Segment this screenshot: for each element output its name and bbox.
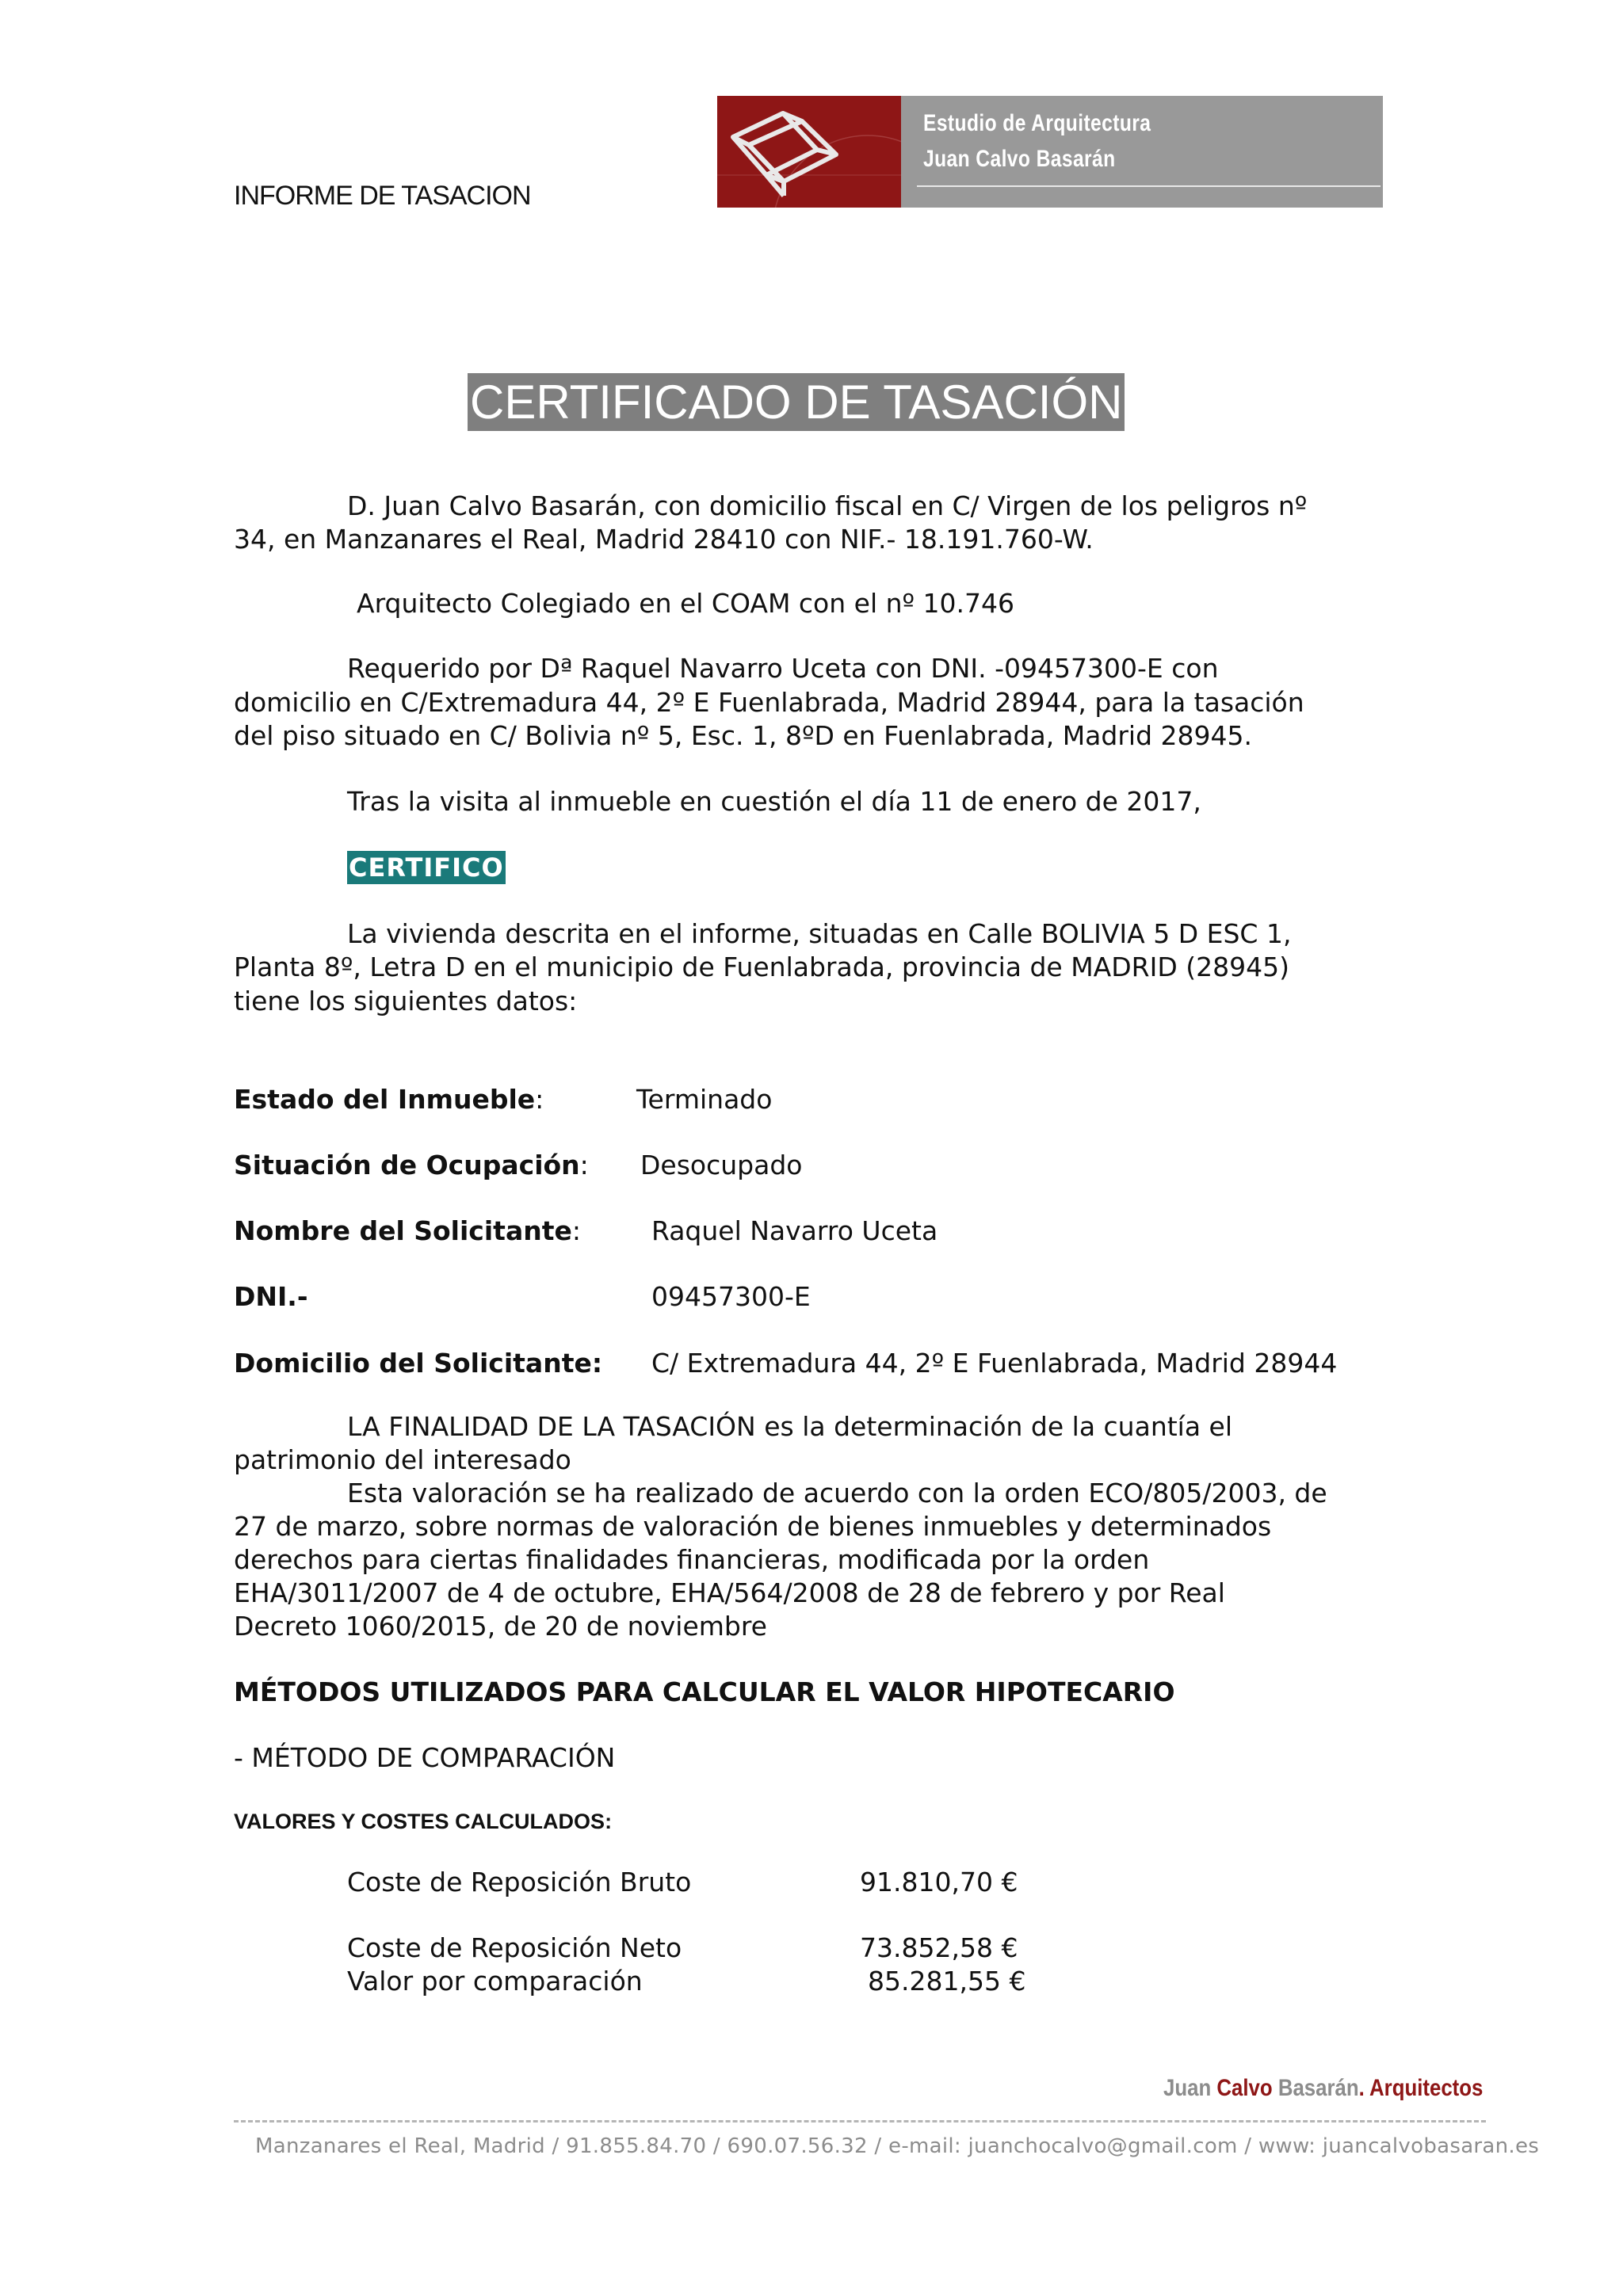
field-estado-value: Terminado bbox=[636, 1084, 773, 1115]
footer-brand: Juan Calvo Basarán. Arquitectos bbox=[1163, 2075, 1484, 2101]
intro-paragraph-2: Arquitecto Colegiado en el COAM con el nº 10.746 bbox=[357, 588, 1015, 619]
field-ocupacion-label: Situación de Ocupación: bbox=[234, 1150, 589, 1180]
finalidad-line-1: LA FINALIDAD DE LA TASACIÓN es la determinación de la cuantía el bbox=[347, 1411, 1233, 1442]
valor-label: Coste de Reposición Neto bbox=[347, 1932, 682, 1963]
intro-paragraph-5-line-2: Planta 8º, Letra D en el municipio de Fuenlabrada, provincia de MADRID (28945) bbox=[234, 952, 1289, 982]
studio-logo bbox=[717, 96, 1383, 208]
page-title: CERTIFICADO DE TASACIÓN bbox=[468, 373, 1125, 431]
intro-paragraph-3-line-2: domicilio en C/Extremadura 44, 2º E Fuenlabrada, Madrid 28944, para la tasación bbox=[234, 687, 1304, 718]
intro-paragraph-3-line-1: Requerido por Dª Raquel Navarro Uceta con DNI. -09457300-E con bbox=[347, 653, 1219, 684]
intro-paragraph-3-line-3: del piso situado en C/ Bolivia nº 5, Esc. 1, 8ºD en Fuenlabrada, Madrid 28945. bbox=[234, 720, 1252, 751]
intro-paragraph-5-line-3: tiene los siguientes datos: bbox=[234, 986, 578, 1016]
intro-paragraph-4: Tras la visita al inmueble en cuestión el día 11 de enero de 2017, bbox=[347, 786, 1201, 817]
footer-divider bbox=[234, 2120, 1486, 2122]
metodo-comparacion: - MÉTODO DE COMPARACIÓN bbox=[234, 1742, 616, 1773]
field-estado-label: Estado del Inmueble: bbox=[234, 1084, 544, 1115]
metodos-heading: MÉTODOS UTILIZADOS PARA CALCULAR EL VALOR HIPOTECARIO bbox=[234, 1676, 1175, 1707]
valor-amount: 73.852,58 € bbox=[860, 1932, 1018, 1963]
footer-contact: Manzanares el Real, Madrid / 91.855.84.70 / 690.07.56.32 / e-mail: juanchocalvo@gmail.com / www: juancalvobasaran.es bbox=[255, 2134, 1540, 2158]
field-solicitante-label: Nombre del Solicitante: bbox=[234, 1215, 581, 1246]
finalidad-line-5: derechos para ciertas finalidades financieras, modificada por la orden bbox=[234, 1544, 1150, 1575]
logo-grey-panel bbox=[901, 96, 1383, 208]
logo-line-1: Estudio de Arquitectura bbox=[923, 110, 1151, 136]
valor-amount: 91.810,70 € bbox=[860, 1867, 1018, 1897]
valor-label: Valor por comparación bbox=[347, 1966, 643, 1997]
field-ocupacion-value: Desocupado bbox=[640, 1150, 803, 1180]
report-title: INFORME DE TASACION bbox=[234, 181, 531, 211]
field-domicilio-label: Domicilio del Solicitante: bbox=[234, 1348, 603, 1379]
field-solicitante-value: Raquel Navarro Uceta bbox=[651, 1215, 938, 1246]
valor-label: Coste de Reposición Bruto bbox=[347, 1867, 692, 1897]
finalidad-line-3: Esta valoración se ha realizado de acuerdo con la orden ECO/805/2003, de bbox=[347, 1478, 1327, 1508]
field-dni-value: 09457300-E bbox=[651, 1281, 811, 1312]
valores-heading: VALORES Y COSTES CALCULADOS: bbox=[234, 1810, 613, 1833]
finalidad-line-2: patrimonio del interesado bbox=[234, 1444, 571, 1475]
valor-amount: 85.281,55 € bbox=[868, 1966, 1026, 1997]
finalidad-line-6: EHA/3011/2007 de 4 de octubre, EHA/564/2008 de 28 de febrero y por Real bbox=[234, 1577, 1225, 1608]
logo-divider bbox=[917, 185, 1381, 187]
logo-red-panel bbox=[717, 96, 901, 208]
intro-paragraph-1-line-2: 34, en Manzanares el Real, Madrid 28410 con NIF.- 18.191.760-W. bbox=[234, 524, 1094, 555]
logo-line-2: Juan Calvo Basarán bbox=[923, 146, 1116, 172]
finalidad-line-4: 27 de marzo, sobre normas de valoración de bienes inmuebles y determinados bbox=[234, 1511, 1272, 1542]
field-dni-label: DNI.- bbox=[234, 1281, 308, 1312]
wireframe-cube-icon bbox=[717, 96, 901, 208]
intro-paragraph-1-line-1: D. Juan Calvo Basarán, con domicilio fiscal en C/ Virgen de los peligros nº bbox=[347, 490, 1308, 521]
intro-paragraph-5-line-1: La vivienda descrita en el informe, situadas en Calle BOLIVIA 5 D ESC 1, bbox=[347, 918, 1292, 949]
finalidad-line-7: Decreto 1060/2015, de 20 de noviembre bbox=[234, 1611, 767, 1642]
field-domicilio-value: C/ Extremadura 44, 2º E Fuenlabrada, Madrid 28944 bbox=[651, 1348, 1338, 1379]
certifico-heading: CERTIFICO bbox=[349, 852, 504, 883]
